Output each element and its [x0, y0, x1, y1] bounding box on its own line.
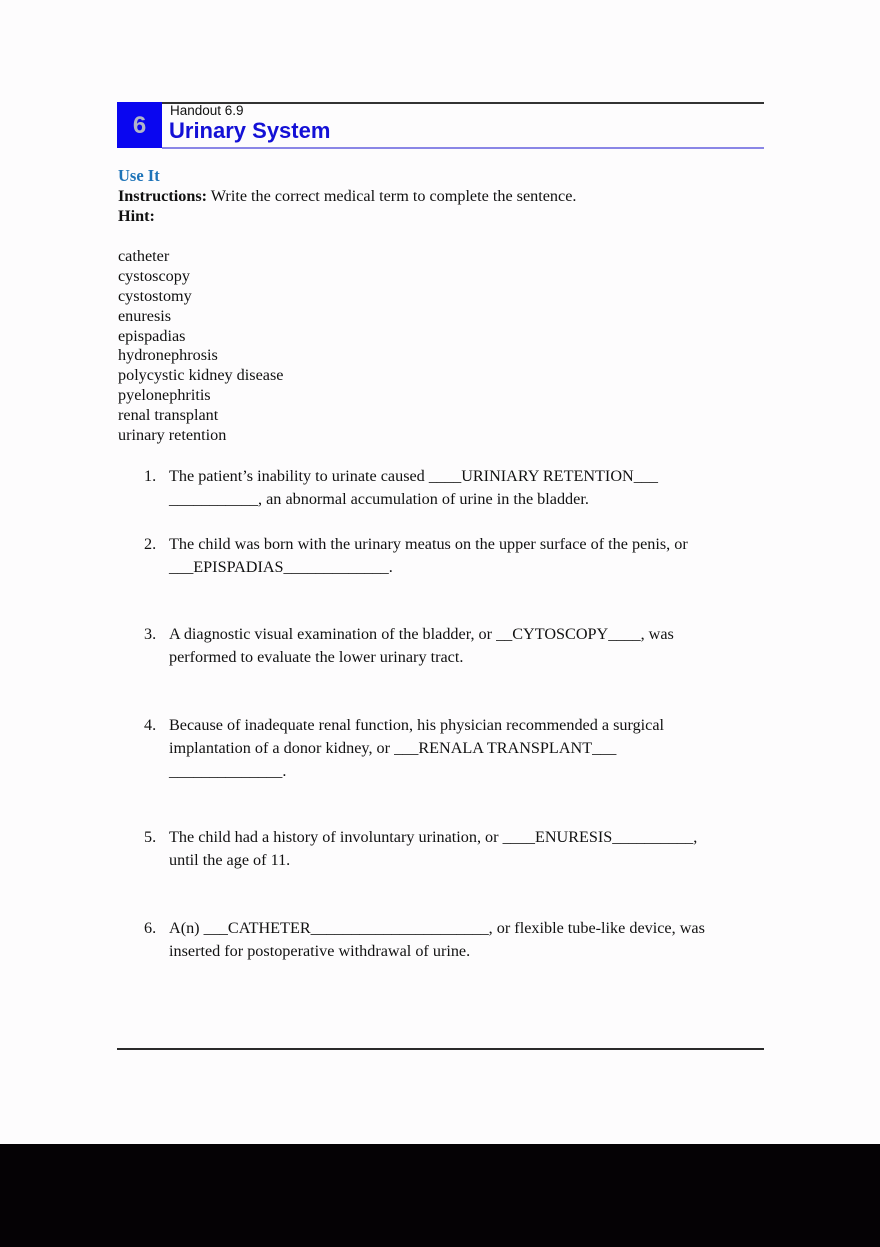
- viewer-bottom-bar: [0, 1144, 880, 1247]
- hint-term: urinary retention: [118, 426, 227, 445]
- question-line: implantation of a donor kidney, or ___RENALA TRANSPLANT___: [169, 739, 617, 757]
- question-item: [144, 714, 764, 783]
- hint-term: epispadias: [118, 326, 186, 345]
- question-line: The child was born with the urinary meatus on the upper surface of the penis, or: [169, 535, 688, 553]
- question-item: [144, 826, 764, 872]
- hint-term: pyelonephritis: [118, 386, 211, 405]
- instructions-text: Write the correct medical term to complete the sentence.: [207, 187, 577, 205]
- question-item: [144, 465, 764, 511]
- question-number: 1.: [144, 467, 157, 485]
- question-line: A diagnostic visual examination of the bladder, or __CYTOSCOPY____, was: [169, 625, 674, 643]
- question-number: 4.: [144, 716, 157, 734]
- question-line: ______________.: [169, 762, 287, 780]
- hint-term: cystostomy: [118, 286, 192, 305]
- question-line: Because of inadequate renal function, his physician recommended a surgical: [169, 716, 665, 734]
- instructions: [118, 186, 768, 206]
- hint-term: renal transplant: [118, 406, 219, 425]
- instructions-label: Instructions:: [118, 187, 208, 205]
- question-number: 5.: [144, 828, 157, 846]
- question-item: [144, 917, 764, 963]
- question-line: performed to evaluate the lower urinary tract.: [169, 648, 464, 666]
- hint-label: Hint:: [118, 207, 155, 225]
- question-line: ___EPISPADIAS_____________.: [169, 558, 393, 576]
- question-number: 2.: [144, 535, 157, 553]
- hint-term: catheter: [118, 247, 170, 265]
- hint-term: enuresis: [118, 306, 172, 325]
- footer-rule: [117, 1048, 764, 1050]
- chapter-number-badge: 6: [117, 102, 162, 148]
- question-number: 3.: [144, 625, 157, 643]
- section-title: Use It: [118, 166, 160, 185]
- question-line: The patient’s inability to urinate caused ____URINIARY RETENTION___: [169, 467, 658, 485]
- title-underline: [162, 147, 764, 149]
- question-line: inserted for postoperative withdrawal of urine.: [169, 942, 471, 960]
- hint-term: hydronephrosis: [118, 346, 218, 365]
- handout-label: Handout 6.9: [170, 103, 244, 118]
- question-line: The child had a history of involuntary urination, or ____ENURESIS__________,: [169, 828, 698, 846]
- question-item: [144, 533, 764, 579]
- question-number: 6.: [144, 919, 157, 937]
- hint-term: polycystic kidney disease: [118, 366, 284, 385]
- question-line: ___________, an abnormal accumulation of urine in the bladder.: [169, 490, 589, 508]
- handout-header: [117, 102, 764, 148]
- hint-term-list: [118, 246, 768, 445]
- question-line: until the age of 11.: [169, 851, 291, 869]
- question-line: A(n) ___CATHETER______________________, or flexible tube-like device, was: [169, 919, 705, 937]
- instructions-section: [118, 166, 768, 445]
- page-title: Urinary System: [169, 118, 331, 143]
- hint-term: cystoscopy: [118, 266, 190, 285]
- question-item: [144, 623, 764, 669]
